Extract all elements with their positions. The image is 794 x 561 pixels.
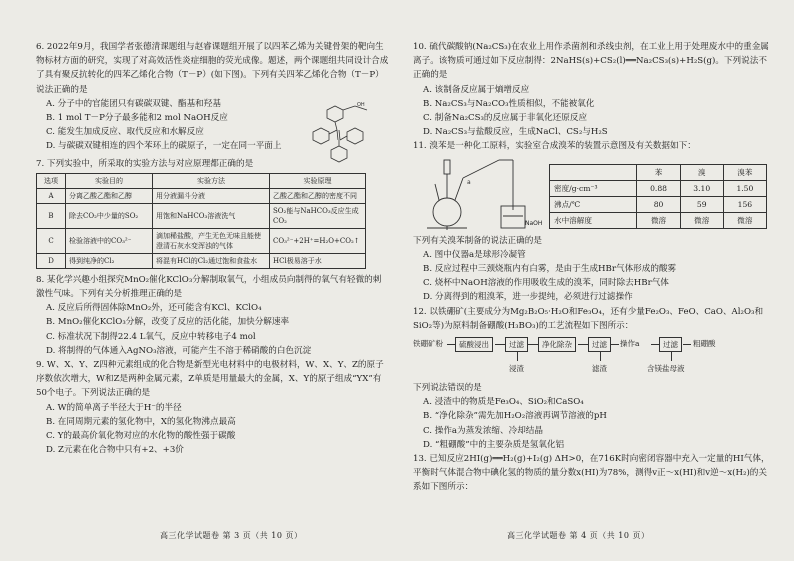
- q8-option-b: B. MnO₂催化KClO₃分解，改变了反应的活化能，加快分解速率: [46, 317, 290, 328]
- q9-option-a: A. W的简单离子半径大于H⁻的半径: [46, 402, 182, 413]
- flow-residue-1: 浸渣: [509, 364, 524, 374]
- flow-arrow: [578, 344, 588, 345]
- q9-option-b: B. 在同周期元素的氢化物中，X的氢化物沸点最高: [46, 416, 236, 427]
- table-cell: 检验溶液中的CO₃²⁻: [66, 228, 153, 253]
- page-footer-left: 高三化学试题卷 第 3 页（共 10 页）: [160, 531, 303, 540]
- q10-stem: 10. 硫代碳酸钠(Na₂CS₃)在农业上用作杀菌剂和杀线虫剂，在工业上用于处理废水中的重金属离子。该物质可通过如下反应制得：2NaHS(s)+CS₂(l)══Na₂CS₃(s)+H₂S(g)。下列说法不正确的是: [413, 42, 769, 81]
- page-footer-right: 高三化学试题卷 第 4 页（共 10 页）: [507, 531, 650, 540]
- table-row: [37, 253, 366, 268]
- flow-drop-line: [671, 351, 672, 361]
- table-cell: 用分液漏斗分液: [153, 188, 270, 203]
- table-cell: 微溶: [637, 212, 680, 228]
- q10-option-c: C. 制备Na₂CS₃的反应属于非氧化还原反应: [423, 113, 588, 124]
- q9-option-c: C. Y的最高价氧化物对应的水化物的酸性强于碳酸: [46, 431, 236, 442]
- question-10: [413, 40, 770, 139]
- table-cell: [550, 164, 637, 180]
- question-6: [36, 40, 389, 154]
- question-12: [413, 305, 770, 452]
- table-cell: 滴加稀盐酸，产生无色无味且能使澄清石灰水变浑浊的气体: [153, 228, 270, 253]
- q7-table: [36, 173, 366, 269]
- table-cell: 80: [637, 196, 680, 212]
- table-cell: 将混有HCl的Cl₂通过饱和食盐水: [153, 253, 270, 268]
- table-cell: 分离乙酸乙酯和乙醇: [66, 188, 153, 203]
- table-row: [550, 196, 767, 212]
- table-cell: 59: [680, 196, 723, 212]
- q10-option-b: B. Na₂CS₃与Na₂CO₃性质相似，不能被氧化: [423, 98, 595, 109]
- question-7: [36, 157, 389, 269]
- q12-stem: 12. 以铁硼矿(主要成分为Mg₂B₂O₅·H₂O和Fe₃O₄，还有少量Fe₂O₃、FeO、CaO、Al₂O₃和SiO₂等)为原料制备硼酸(H₃BO₃)的工艺流程如下图所示：: [413, 306, 764, 331]
- table-cell: 乙酸乙酯和乙醇的密度不同: [270, 188, 366, 203]
- flow-end: 粗硼酸: [693, 339, 716, 349]
- flow-drop-line: [600, 351, 601, 361]
- flow-step-acid-leach: 硫酸浸出: [455, 337, 493, 352]
- table-cell: 溴: [680, 164, 723, 180]
- flow-arrow: [495, 344, 505, 345]
- svg-text:a: a: [467, 178, 471, 186]
- q7-stem: 7. 下列实验中，所采取的实验方法与对应原理都正确的是: [36, 158, 254, 169]
- q9-stem: 9. W、X、Y、Z四种元素组成的化合物是新型光电材料中的电极材料，W、X、Y、Z的原子序数依次增大，W和Z是两种金属元素，Z单质是用量最大的金属，X、Y的原子组成“YX”有50个电子。下列说法正确的是: [36, 360, 384, 399]
- flow-arrow: [447, 344, 455, 345]
- flow-step-purify: 净化除杂: [538, 337, 576, 352]
- q8-option-a: A. 反应后所得固体除MnO₂外，还可能含有KCl、KClO₄: [46, 303, 262, 314]
- flow-arrow: [683, 344, 691, 345]
- q11-figure-area: [413, 154, 770, 234]
- table-cell: 用饱和NaHCO₃溶液洗气: [153, 203, 270, 228]
- table-cell: 密度/g·cm⁻³: [550, 180, 637, 196]
- table-cell: 156: [723, 196, 766, 212]
- q11-sub-stem: 下列有关溴苯制备的说法正确的是: [413, 235, 542, 246]
- q6-option-d: D. 与碳碳双键相连的四个苯环上的碳原子，一定在同一平面上: [46, 141, 282, 152]
- q7-header-method: 实验方法: [153, 173, 270, 188]
- q10-option-a: A. 该制备反应属于熵增反应: [423, 84, 530, 95]
- page-4: [397, 0, 794, 561]
- question-9: [36, 358, 389, 457]
- table-cell: HCl极易溶于水: [270, 253, 366, 268]
- table-cell: 溴苯: [723, 164, 766, 180]
- table-cell: 得到纯净的Cl₂: [66, 253, 153, 268]
- table-cell: 3.10: [680, 180, 723, 196]
- flow-start: 铁硼矿粉: [413, 339, 443, 349]
- table-row: [550, 212, 767, 228]
- flow-arrow: [611, 344, 619, 345]
- flow-arrow: [651, 344, 659, 345]
- question-8: [36, 273, 389, 358]
- table-row: [550, 164, 767, 180]
- table-cell: C: [37, 228, 66, 253]
- q6-option-b: B. 1 mol T－P分子最多能和2 mol NaOH反应: [46, 113, 228, 124]
- table-cell: 微溶: [723, 212, 766, 228]
- q6-option-c: C. 能发生加成反应、取代反应和水解反应: [46, 127, 204, 138]
- q10-option-d: D. Na₂CS₃与盐酸反应，生成NaCl、CS₂与H₂S: [423, 127, 608, 138]
- q12-option-d: D. “粗硼酸”中的主要杂质是氢氧化铝: [423, 439, 565, 450]
- flow-step-filter-1: 过滤: [505, 337, 528, 352]
- q6-stem: 6. 2022年9月，我国学者张德清课题组与赵睿课题组开展了以四苯乙烯为关键骨架的靶向生物标材方面的研究，实现了对高效活性炎症细胞的荧光成像。题述，两个课题组共同设计合成了具有聚反抗转化的四苯乙烯化合物（T－P）(如下图)。下列有关四苯乙烯化合物（T－P）说法正确的是: [36, 42, 389, 95]
- q11-option-a: A. 图中仪器a是球形冷凝管: [423, 249, 526, 260]
- flow-arrow: [528, 344, 538, 345]
- q7-header-principle: 实验原理: [270, 173, 366, 188]
- q12-sub-stem: 下列说法错误的是: [413, 383, 482, 394]
- q11-option-b: B. 反应过程中三颈烧瓶内有白雾，是由于生成HBr气体形成的酸雾: [423, 264, 677, 275]
- table-cell: B: [37, 203, 66, 228]
- table-row: [37, 228, 366, 253]
- q8-stem: 8. 某化学兴趣小组探究MnO₂催化KClO₃分解制取氧气，小组成员向制得的氧气有轻微的刺激性气味。下列有关分析推理正确的是: [36, 274, 382, 300]
- table-cell: SO₂能与NaHCO₃反应生成CO₂: [270, 203, 366, 228]
- table-cell: 0.88: [637, 180, 680, 196]
- table-cell: 除去CO₂中少量的SO₂: [66, 203, 153, 228]
- table-row: [550, 180, 767, 196]
- table-cell: A: [37, 188, 66, 203]
- table-cell: CO₃²⁻+2H⁺=H₂O+CO₂↑: [270, 228, 366, 253]
- flow-step-filter-3: 过滤: [659, 337, 682, 352]
- q7-header-option: 选项: [37, 173, 66, 188]
- q11-option-d: D. 分离得到的粗溴苯，进一步提纯，必须进行过滤操作: [423, 292, 633, 303]
- svg-text:OH: OH: [357, 102, 365, 108]
- flow-step-operation-a: 操作a: [620, 339, 640, 349]
- table-cell: 苯: [637, 164, 680, 180]
- q8-option-d: D. 将制得的气体通入AgNO₃溶液，可能产生不溶于稀硝酸的白色沉淀: [46, 345, 312, 356]
- q8-option-c: C. 标准状况下制得22.4 L氧气，反应中转移电子4 mol: [46, 331, 256, 342]
- flow-residue-2: 滤渣: [592, 364, 607, 374]
- q12-process-flow: [413, 335, 770, 379]
- table-row: [37, 188, 366, 203]
- question-11: [413, 139, 770, 304]
- table-row: [37, 203, 366, 228]
- question-13: [413, 452, 770, 495]
- q13-stem: 13. 已知反应2HI(g)══H₂(g)+I₂(g) ΔH>0，在716K时向密闭容器中充入一定量的HI气体，平衡时气体混合物中碘化氢的物质的量分数x(HI)为78%，测得v正～x(HI)和v逆～x(H₂)的关系如下图所示：: [413, 454, 770, 493]
- q11-properties-table: [549, 164, 767, 229]
- q12-option-c: C. 操作a为蒸发浓缩、冷却结晶: [423, 425, 543, 436]
- flow-mother-liquor: 含镁盐母液: [647, 364, 685, 374]
- table-cell: 微溶: [680, 212, 723, 228]
- apparatus-naoh-label: NaOH: [525, 219, 543, 227]
- q7-header-purpose: 实验目的: [66, 173, 153, 188]
- table-cell: D: [37, 253, 66, 268]
- flow-step-filter-2: 过滤: [588, 337, 611, 352]
- q7-table-header: [37, 173, 366, 188]
- q11-option-c: C. 烧杯中NaOH溶液的作用吸收生成的溴苯，同时除去HBr气体: [423, 278, 669, 289]
- q9-option-d: D. Z元素在化合物中只有+2、+3价: [46, 445, 184, 456]
- bromobenzene-apparatus-diagram: [417, 154, 537, 234]
- q11-stem: 11. 溴苯是一种化工原料，实验室合成溴苯的装置示意图及有关数据如下：: [413, 141, 696, 152]
- q12-option-b: B. “净化除杂”需先加H₂O₂溶液再调节溶液的pH: [423, 411, 607, 422]
- q6-option-a: A. 分子中的官能团只有碳碳双键、酯基和羟基: [46, 98, 221, 109]
- table-cell: 沸点/℃: [550, 196, 637, 212]
- table-cell: 1.50: [723, 180, 766, 196]
- table-cell: 水中溶解度: [550, 212, 637, 228]
- q12-option-a: A. 浸渣中的物质是Fe₃O₄、SiO₂和CaSO₄: [423, 397, 584, 408]
- flow-drop-line: [517, 351, 518, 361]
- tetraphenylethylene-structure: [307, 102, 377, 164]
